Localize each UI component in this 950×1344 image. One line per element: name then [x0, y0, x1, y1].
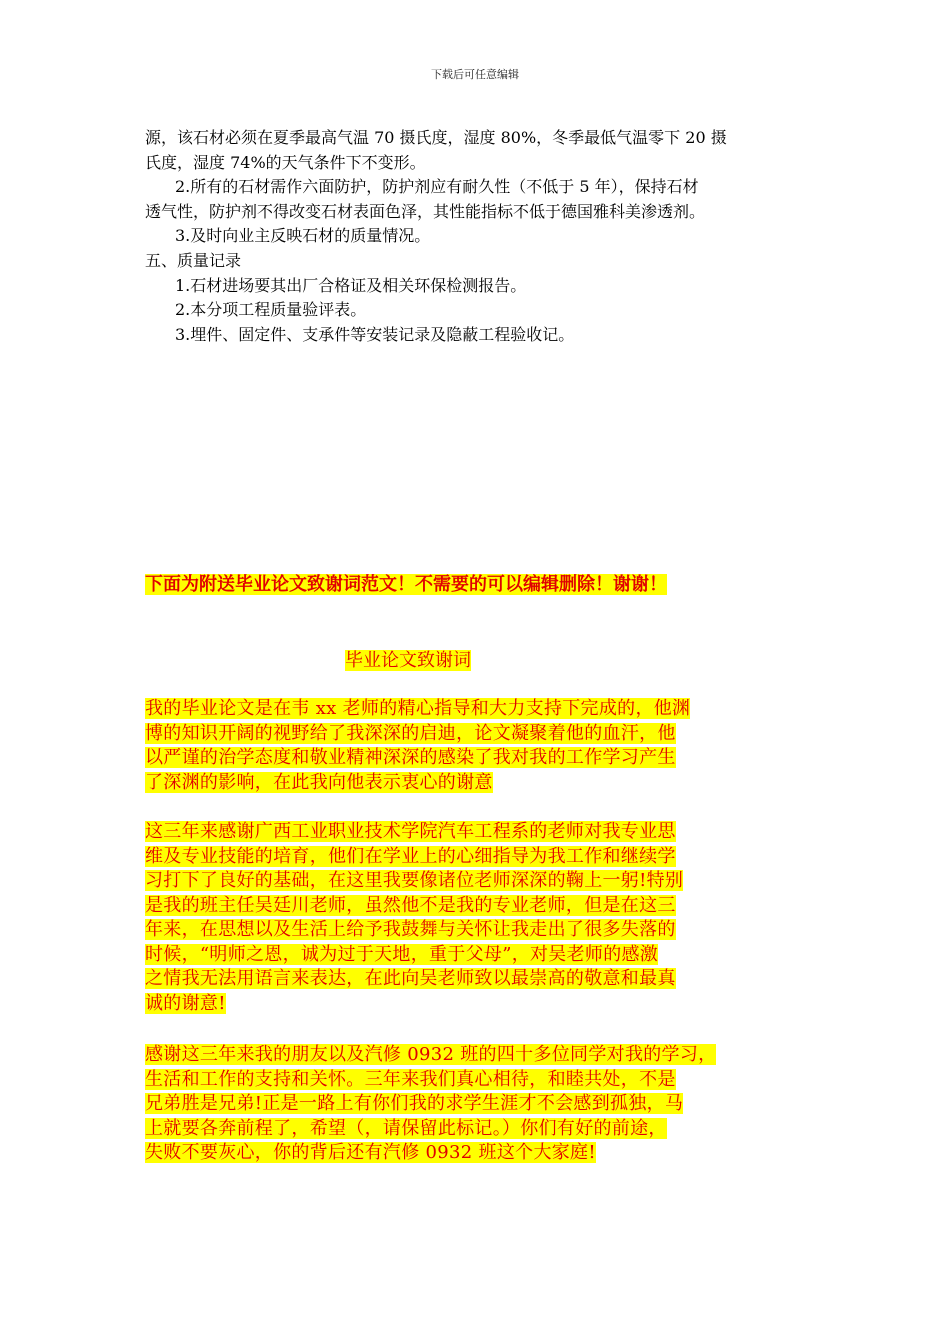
para-line: 年来，在思想以及生活上给予我鼓舞与关怀让我走出了很多失落的	[145, 919, 676, 940]
appendix-notice	[145, 572, 667, 598]
ack-title	[345, 648, 471, 674]
para-line: 我的毕业论文是在韦 xx 老师的精心指导和大力支持下完成的，他渊	[145, 698, 691, 719]
text-line: 透气性，防护剂不得改变石材表面色泽，其性能指标不低于德国雅科美渗透剂。	[145, 201, 706, 221]
para-line: 上就要各奔前程了，希望（，请保留此标记。）你们有好的前途，	[145, 1117, 667, 1139]
tech-section	[145, 126, 825, 347]
para-line: 维及专业技能的培育，他们在学业上的心细指导为我工作和继续学	[145, 845, 676, 867]
para-line: 习打下了良好的基础，在这里我要像诸位老师深深的鞠上一躬!特别	[145, 870, 684, 891]
text-line: 2.本分项工程质量验评表。	[175, 300, 367, 320]
text-line: 3.及时向业主反映石材的质量情况。	[175, 226, 431, 246]
para-line: 之情我无法用语言来表达，在此向吴老师致以最崇高的敬意和最真	[145, 968, 676, 989]
para-line: 感谢这三年来我的朋友以及汽修 0932 班的四十多位同学对我的学习，	[145, 1044, 717, 1065]
section-heading: 五、质量记录	[145, 250, 242, 270]
para-line: 了深渊的影响，在此我向他表示衷心的谢意	[145, 771, 493, 793]
page-header: 下载后可任意编辑	[431, 68, 519, 81]
para-line: 兄弟胜是兄弟!正是一路上有你们我的求学生涯才不会感到孤独，马	[145, 1093, 684, 1114]
ack-title-text: 毕业论文致谢词	[345, 650, 471, 671]
ack-paragraph-3	[145, 1043, 835, 1166]
text-line: 3.埋件、固定件、支承件等安装记录及隐蔽工程验收记。	[175, 324, 575, 344]
para-line: 这三年来感谢广西工业职业技术学院汽车工程系的老师对我专业思	[145, 821, 676, 842]
ack-paragraph-2	[145, 820, 835, 1016]
ack-paragraph-1	[145, 697, 835, 795]
para-line: 生活和工作的支持和关怀。三年来我们真心相待，和睦共处，不是	[145, 1068, 676, 1090]
text-line: 源，该石材必须在夏季最高气温 70 摄氏度，湿度 80%，冬季最低气温零下 20 摄	[145, 128, 727, 147]
para-line: 时候，“明师之恩，诚为过于天地，重于父母”，对吴老师的感激	[145, 943, 659, 965]
para-line: 以严谨的治学态度和敬业精神深深的感染了我对我的工作学习产生	[145, 747, 676, 768]
text-line: 2.所有的石材需作六面防护，防护剂应有耐久性（不低于 5 年），保持石材	[175, 177, 699, 197]
text-line: 1.石材进场要其出厂合格证及相关环保检测报告。	[175, 275, 527, 295]
para-line: 失败不要灰心，你的背后还有汽修 0932 班这个大家庭!	[145, 1142, 596, 1163]
para-line: 诚的谢意!	[145, 992, 226, 1014]
para-line: 博的知识开阔的视野给了我深深的启迪，论文凝聚着他的血汗，他	[145, 722, 676, 744]
text-line: 氏度，湿度 74%的天气条件下不变形。	[145, 152, 426, 172]
para-line: 是我的班主任吴廷川老师，虽然他不是我的专业老师，但是在这三	[145, 894, 676, 916]
notice-text: 下面为附送毕业论文致谢词范文！不需要的可以编辑删除！谢谢！	[145, 574, 667, 595]
